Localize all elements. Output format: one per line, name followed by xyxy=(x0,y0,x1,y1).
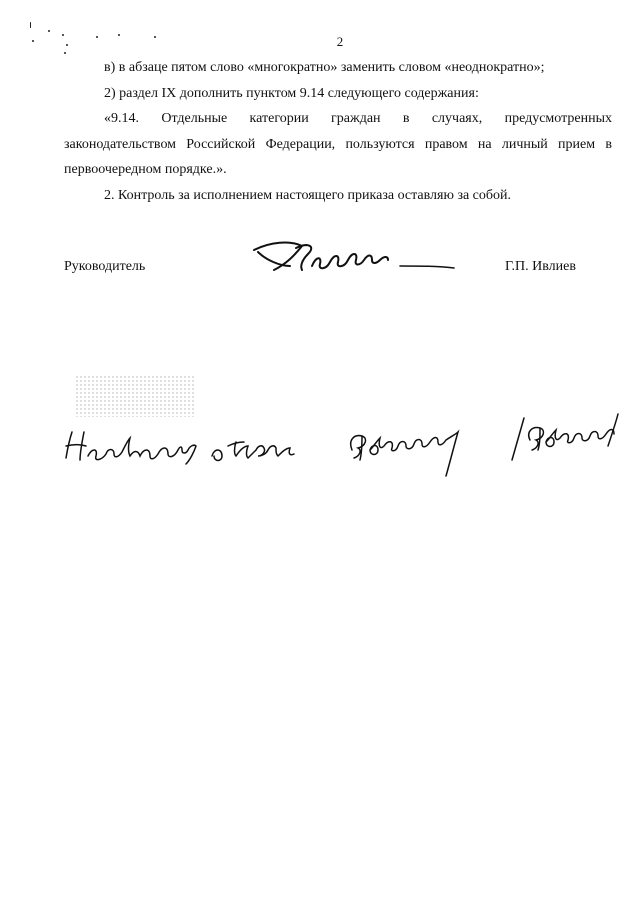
signer-position: Руководитель xyxy=(64,259,146,274)
body-line-1: в) в абзаце пятом слово «многократно» заменить словом «неоднократно»; xyxy=(104,60,545,75)
body-line-4: законодательством Российской Федерации, пользуются правом на личный прием в xyxy=(64,137,612,152)
body-line-6: 2. Контроль за исполнением настоящего приказа оставляю за собой. xyxy=(104,188,512,203)
body-line-5: первоочередном порядке.». xyxy=(64,162,227,177)
signer-name: Г.П. Ивлиев xyxy=(505,259,576,274)
page-number: 2 xyxy=(336,34,344,49)
body-line-3: «9.14. Отдельные категории граждан в случаях, предусмотренных xyxy=(104,111,612,126)
signature-graphic xyxy=(250,236,460,278)
handwritten-note xyxy=(60,410,620,480)
body-line-2: 2) раздел IX дополнить пунктом 9.14 следующего содержания: xyxy=(104,86,479,101)
